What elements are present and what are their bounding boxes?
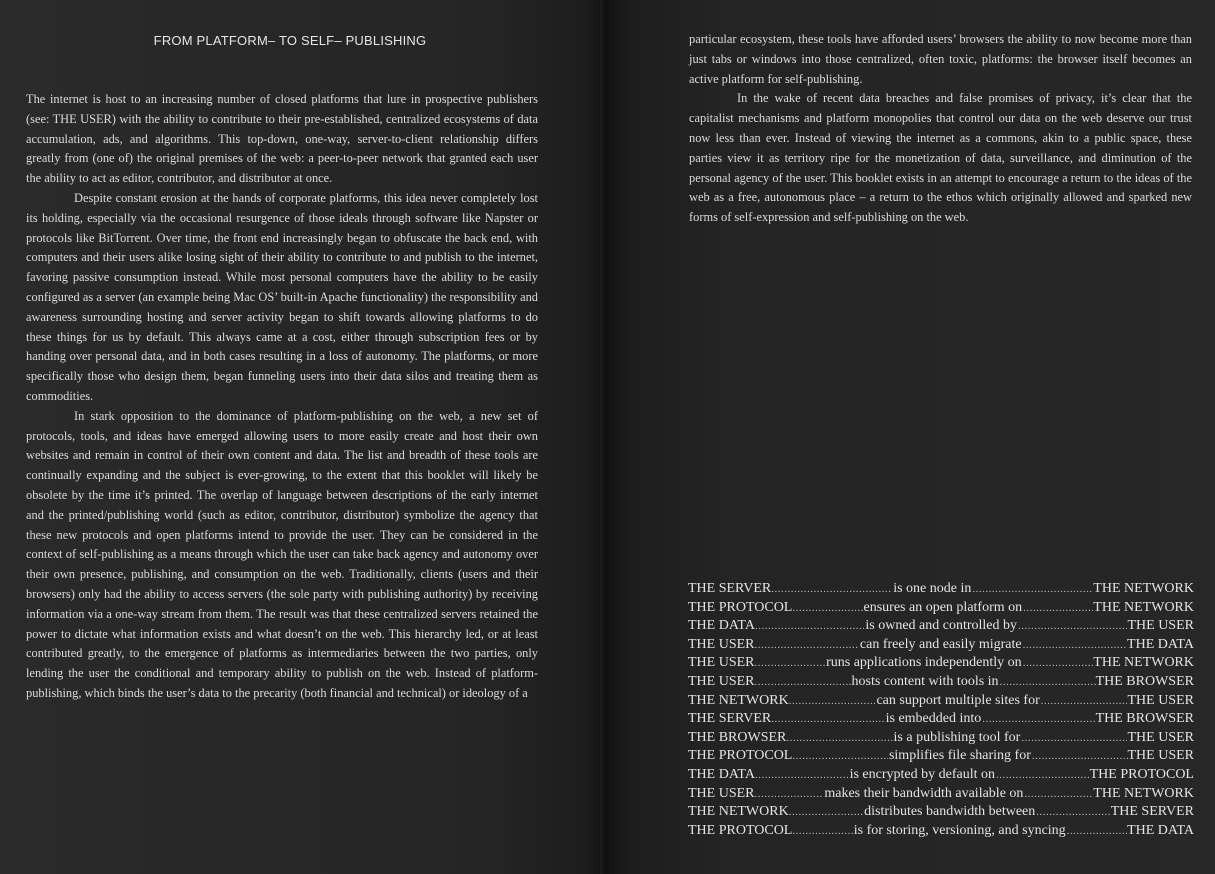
statement-row (688, 617, 1194, 636)
statement-object: THE SERVER (1110, 804, 1194, 820)
dot-leader (1036, 804, 1110, 822)
statement-object: THE DATA (1127, 636, 1194, 652)
statement-subject: THE PROTOCOL (688, 599, 793, 615)
dot-leader (1023, 637, 1127, 655)
dot-leader (1021, 730, 1127, 748)
statement-verb: is for storing, versioning, and syncing (853, 822, 1066, 838)
statement-subject: THE NETWORK (688, 804, 789, 820)
statement-verb: distributes bandwidth between (864, 804, 1036, 820)
statement-verb: is encrypted by default on (849, 766, 995, 782)
statement-verb: is owned and controlled by (865, 618, 1018, 634)
statement-verb: makes their bandwidth available on (824, 785, 1024, 801)
dot-leader (792, 600, 862, 618)
left-page (0, 0, 606, 874)
statement-subject: THE DATA (688, 618, 755, 634)
dot-leader (982, 711, 1095, 729)
dot-leader (1023, 600, 1093, 618)
statement-object: THE BROWSER (1095, 673, 1194, 689)
statement-verb: simplifies file sharing for (888, 748, 1031, 764)
statement-verb: can freely and easily migrate (859, 636, 1022, 652)
dot-leader (771, 581, 892, 599)
paragraph: In stark opposition to the dominance of platform-publishing on the web, a new set of protocols, tools, and ideas have emerged allowing users to more easily create and host their own websites and remain in control of their own content and data. The list and breadth of these tools are continually expanding and the subject is ever-growing, to the extent that this booklet will likely be obsolete by the time it’s printed. The overlap of language between descriptions of the early internet and the printed/publishing world (such as editor, contributor, distributor) symbolize the agency that these new protocols and open platforms intend to provide the user. They can be considered in the context of self-publishing as a means through which the user can take back agency and autonomy over their own presence, publishing, and consumption on the web. Traditionally, clients (users and their browsers) only had the ability to access servers (the sole party with publishing authority) by receiving information via a one-way stream from them. The result was that these centralized servers retained the power to dictate what information exists and what doesn’t on the web. This hierarchy led, or at least contributed greatly, to the emergence of platforms as intermediaries between the two parties, only lending the user the conditional and temporary ability to publish on the web. Instead of platform-publishing, which binds the user’s data to the precarity (both financial and technical) or ideology of a (26, 408, 538, 700)
dot-leader (1000, 674, 1096, 692)
dot-leader (792, 823, 852, 841)
statement-row (688, 822, 1194, 841)
paragraph: Despite constant erosion at the hands of corporate platforms, this idea never completely lost its holding, especially via the occasional resurgence of those ideals through software like Napster or protocols like BitTorrent. Over time, the front end increasingly began to obfuscate the back end, with computers and their users alike losing sight of their ability to contribute to and publish to the internet, favoring passive consumption instead. While most personal computers have the ability to be easily configured as a server (an example being Mac OS’ built-in Apache functionality) the responsibility and awareness surrounding hosting and server activity began to shift towards allowing platforms to do these things for us by default. This always came at a cost, either through subscription fees or by handing over personal data, and in both cases resulting in a loss of autonomy. The platforms, or more specifically those who design them, began funneling users into their data silos and treating them as commodities. (26, 190, 538, 403)
statement-verb: runs applications independently on (826, 655, 1022, 671)
statement-object: THE USER (1127, 618, 1194, 634)
statement-verb: hosts content with tools in (851, 673, 999, 689)
statement-subject: THE SERVER (688, 581, 772, 596)
statement-row (688, 729, 1194, 748)
dot-leader (1067, 823, 1127, 841)
statement-subject: THE USER (688, 785, 755, 801)
statement-object: THE USER (1127, 692, 1194, 708)
statement-verb: is embedded into (885, 711, 982, 727)
dot-leader (755, 786, 824, 804)
statement-row (688, 692, 1194, 711)
paragraph: In the wake of recent data breaches and false promises of privacy, it’s clear that the capitalist mechanisms and platform monopolies that control our data on the web deserve our trust now less than ever. Instead of viewing the internet as a commons, akin to a public space, these parties view it as territory ripe for the monetization of data, surveillance, and diminution of the personal agency of the user. This booklet exists in an attempt to encourage a return to the ideas of the web as a free, autonomous place – a return to the ethos which originally allowed and sparked new forms of self-expression and self-publishing on the web. (689, 91, 1192, 225)
dot-leader (996, 767, 1090, 785)
statement-subject: THE BROWSER (688, 729, 787, 745)
dot-leader (1023, 655, 1094, 673)
dot-leader (1032, 748, 1128, 766)
statement-row (688, 636, 1194, 655)
statement-subject: THE DATA (688, 766, 755, 782)
dot-leader (789, 804, 863, 822)
dot-leader (1024, 786, 1093, 804)
statement-object: THE USER (1127, 729, 1194, 745)
dot-leader (1041, 693, 1128, 711)
right-body-text (689, 30, 1192, 228)
statement-verb: can support multiple sites for (876, 692, 1040, 708)
dot-leader (972, 581, 1093, 599)
statement-row (688, 710, 1194, 729)
statement-row (688, 747, 1194, 766)
statement-row (688, 785, 1194, 804)
statement-object: THE BROWSER (1095, 711, 1194, 727)
dot-leader (786, 730, 892, 748)
statement-object: THE DATA (1127, 822, 1194, 838)
statement-subject: THE SERVER (688, 711, 772, 727)
statement-object: THE USER (1127, 748, 1194, 764)
statement-subject: THE USER (688, 673, 755, 689)
dot-leader (771, 711, 884, 729)
statement-object: THE PROTOCOL (1089, 766, 1194, 782)
page-heading: FROM PLATFORM– TO SELF– PUBLISHING (153, 33, 427, 48)
statement-subject: THE USER (688, 636, 755, 652)
statement-row (688, 766, 1194, 785)
dot-leader (755, 655, 826, 673)
dot-leader (789, 693, 876, 711)
statement-list (688, 580, 1194, 840)
statement-object: THE NETWORK (1093, 581, 1194, 596)
statement-row (688, 599, 1194, 618)
paragraph: The internet is host to an increasing number of closed platforms that lure in prospective publishers (see: THE USER) with the ability to contribute to their pre-established, centralized ecosystems of data accumulation, ads, and algorithms. This top-down, one-way, server-to-client relationship differs greatly from (one of) the original premises of the web: a peer-to-peer network that granted each user the ability to act as editor, contributor, and distributor at once. (26, 92, 538, 186)
statement-subject: THE NETWORK (688, 692, 789, 708)
dot-leader (755, 767, 849, 785)
right-page (607, 0, 1215, 874)
paragraph: particular ecosystem, these tools have afforded users’ browsers the ability to now become more than just tabs or windows into those centralized, often toxic, platforms: the browser itself becomes an active platform for self-publishing. (689, 32, 1192, 86)
dot-leader (1018, 618, 1127, 636)
dot-leader (792, 748, 888, 766)
statement-verb: is one node in (893, 581, 972, 596)
dot-leader (755, 618, 864, 636)
statement-verb: ensures an open platform on (863, 599, 1023, 615)
dot-leader (755, 637, 859, 655)
statement-row (688, 654, 1194, 673)
statement-subject: THE PROTOCOL (688, 822, 793, 838)
statement-subject: THE USER (688, 655, 755, 671)
statement-subject: THE PROTOCOL (688, 748, 793, 764)
statement-object: THE NETWORK (1093, 655, 1194, 671)
statement-object: THE NETWORK (1093, 785, 1194, 801)
statement-object: THE NETWORK (1093, 599, 1194, 615)
left-body-text (26, 90, 538, 704)
statement-row (688, 673, 1194, 692)
statement-verb: is a publishing tool for (893, 729, 1021, 745)
statement-row (688, 580, 1194, 599)
dot-leader (755, 674, 851, 692)
statement-row (688, 803, 1194, 822)
